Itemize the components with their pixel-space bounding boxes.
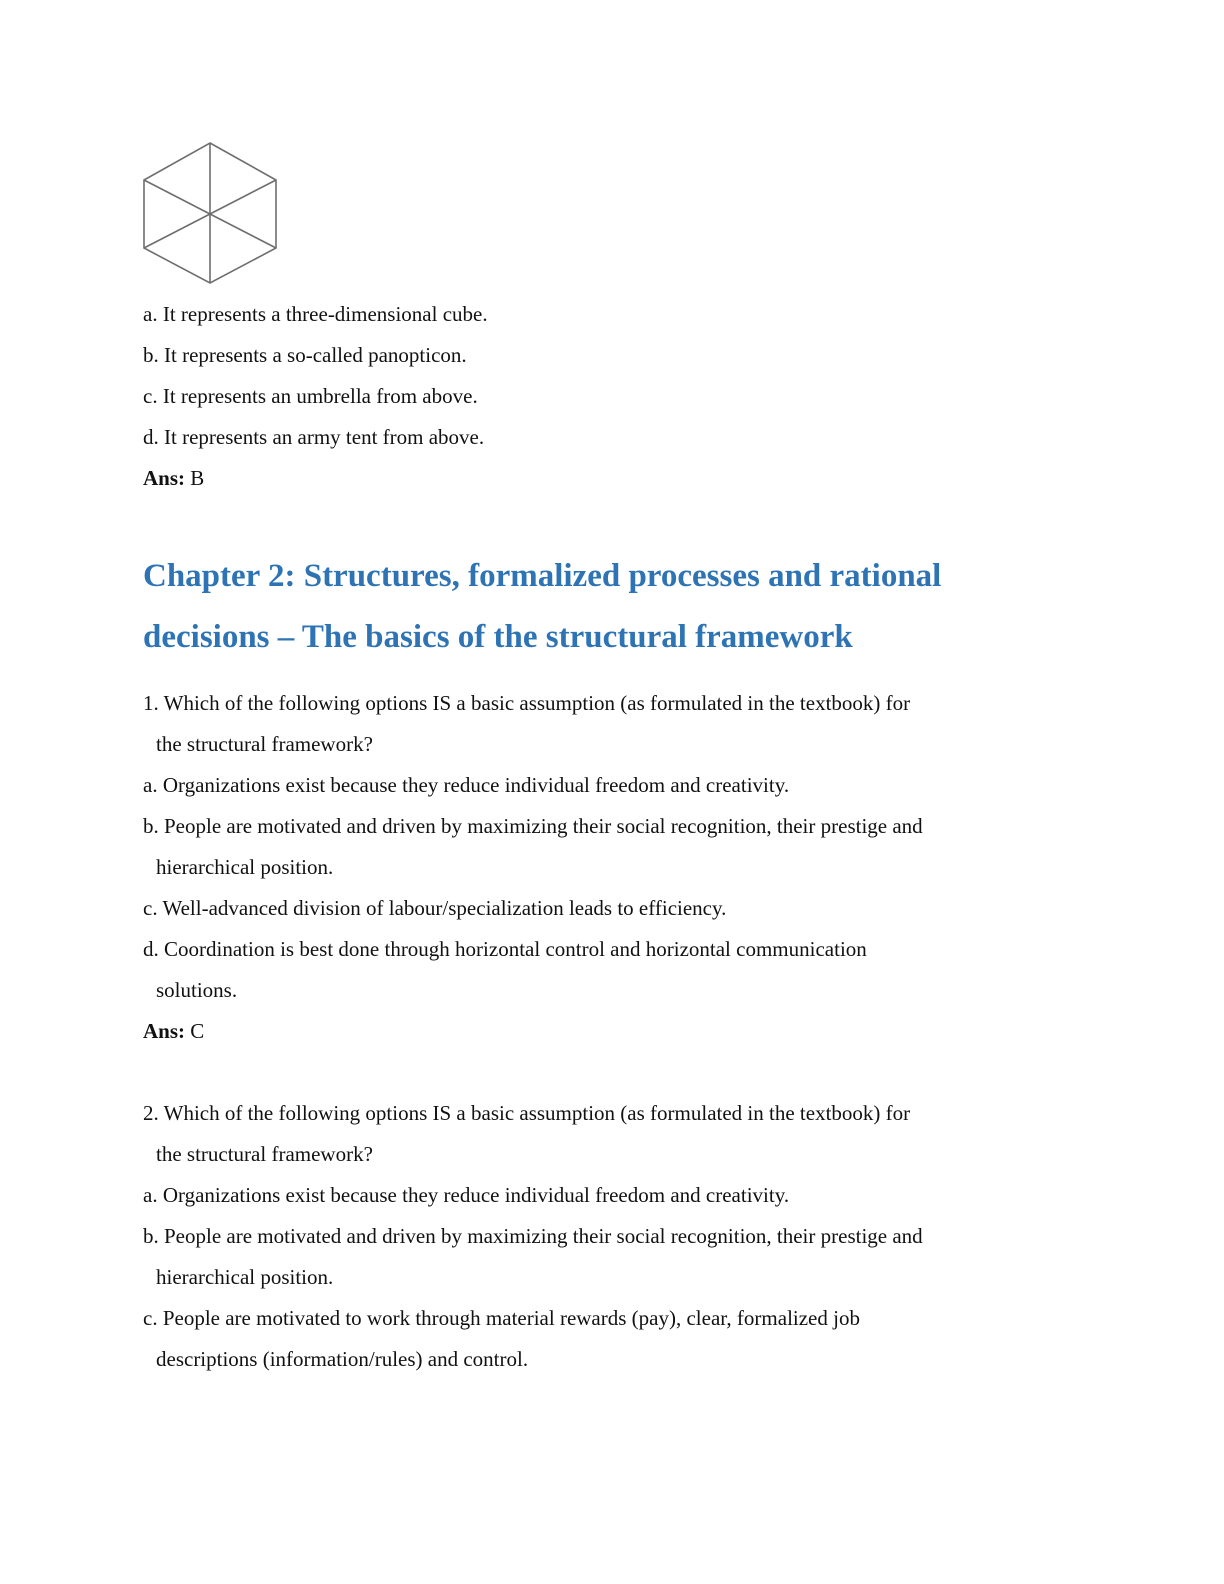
q1-answer [143, 1019, 204, 1043]
q2-stem-line1: 2. Which of the following options IS a basic assumption (as formulated in the textbook) for [143, 1101, 911, 1125]
answer-value: B [190, 466, 205, 490]
q2-option-b-line1: b. People are motivated and driven by maximizing their social recognition, their prestige and [143, 1224, 923, 1248]
prev-option-b: b. It represents a so-called panopticon. [143, 343, 467, 367]
prev-answer [143, 466, 204, 490]
q2-option-c-line1: c. People are motivated to work through material rewards (pay), clear, formalized job [143, 1306, 860, 1330]
q1-stem-line2: the structural framework? [156, 732, 373, 756]
q2-stem-line2: the structural framework? [156, 1142, 373, 1166]
hexagon-figure [140, 140, 280, 286]
q1-option-d-line2: solutions. [156, 978, 238, 1002]
q2-option-c-line2: descriptions (information/rules) and control. [156, 1347, 529, 1371]
chapter-title-line2: decisions – The basics of the structural framework [143, 619, 853, 655]
chapter-title-line1: Chapter 2: Structures, formalized processes and rational [143, 558, 942, 594]
q2-option-a: a. Organizations exist because they reduce individual freedom and creativity. [143, 1183, 790, 1207]
q1-stem-line1: 1. Which of the following options IS a basic assumption (as formulated in the textbook) for [143, 691, 911, 715]
q1-option-d-line1: d. Coordination is best done through horizontal control and horizontal communication [143, 937, 867, 961]
answer-value: C [190, 1019, 205, 1043]
q1-option-b-line2: hierarchical position. [156, 855, 334, 879]
q1-option-c: c. Well-advanced division of labour/specialization leads to efficiency. [143, 896, 727, 920]
q1-option-a: a. Organizations exist because they reduce individual freedom and creativity. [143, 773, 790, 797]
q1-option-b-line1: b. People are motivated and driven by maximizing their social recognition, their prestige and [143, 814, 923, 838]
q2-option-b-line2: hierarchical position. [156, 1265, 334, 1289]
prev-option-c: c. It represents an umbrella from above. [143, 384, 478, 408]
answer-label: Ans: [143, 466, 186, 490]
answer-label: Ans: [143, 1019, 186, 1043]
prev-option-d: d. It represents an army tent from above. [143, 425, 485, 449]
prev-option-a: a. It represents a three-dimensional cube. [143, 302, 488, 326]
